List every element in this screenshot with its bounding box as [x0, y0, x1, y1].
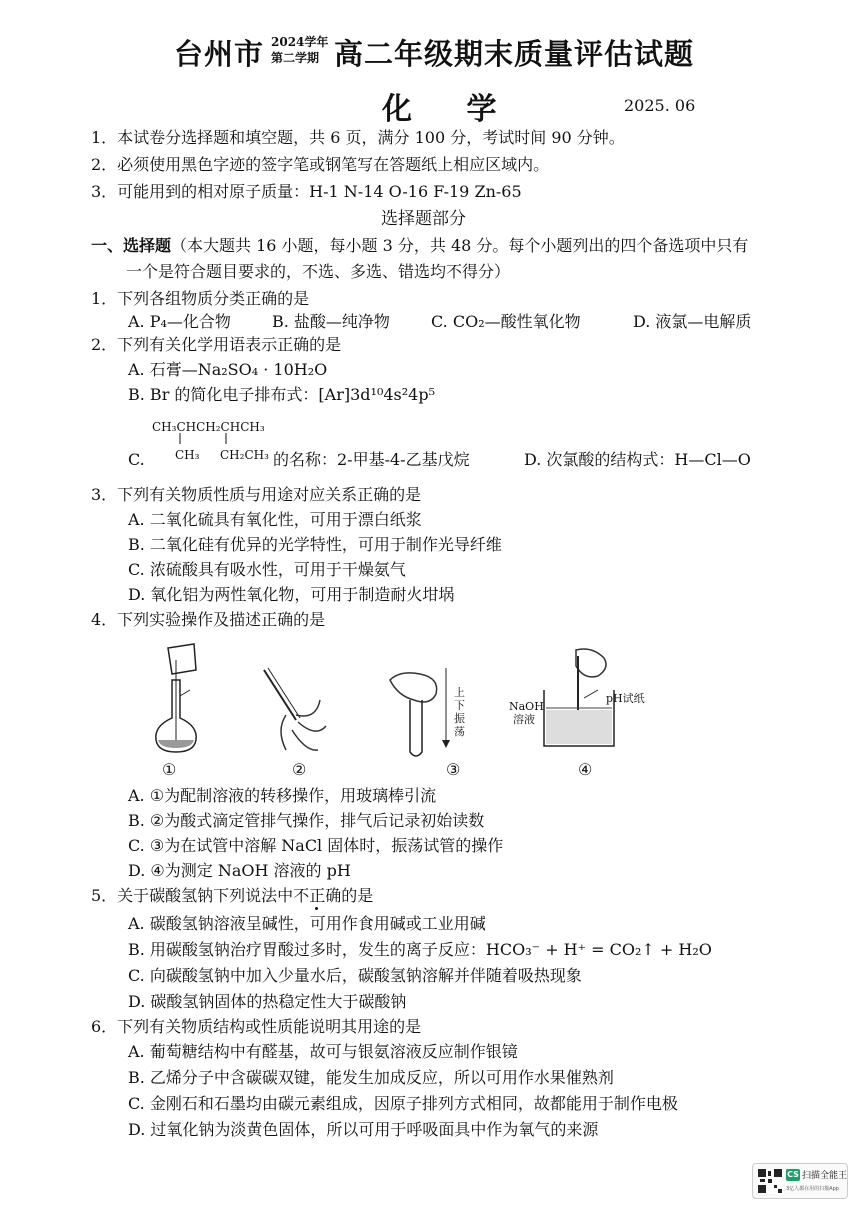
figure-label-4: ④ — [578, 760, 593, 779]
naoh-label: NaOH 溶液 — [509, 700, 544, 726]
q5-option-c: C. 向碳酸氢钠中加入少量水后，碳酸氢钠溶解并伴随着吸热现象 — [128, 966, 582, 985]
q6-option-a: A. 葡萄糖结构中有醛基，故可与银氨溶液反应制作银镜 — [128, 1042, 518, 1061]
scanner-tagline: 3亿人都在用的扫描App — [786, 1186, 839, 1192]
shake-label: 上 下 振 荡 — [454, 686, 465, 738]
exam-date: 2025. 06 — [624, 96, 696, 115]
q2-structure-bonds — [152, 432, 272, 446]
q2-option-c-label: C. — [128, 450, 145, 469]
q1-stem: 1．下列各组物质分类正确的是 — [91, 289, 310, 308]
q3-option-c: C. 浓硫酸具有吸水性，可用于干燥氨气 — [128, 560, 406, 579]
q3-option-d: D. 氧化铝为两性氧化物，可用于制造耐火坩埚 — [128, 585, 455, 604]
q2-option-d: D. 次氯酸的结构式：H—Cl—O — [524, 450, 751, 469]
q6-option-d: D. 过氧化钠为淡黄色固体，所以可用于呼吸面具中作为氧气的来源 — [128, 1120, 599, 1139]
scanner-name: 扫描全能王 — [802, 1171, 848, 1181]
subject-title: 化 学 — [382, 92, 519, 127]
q2-structure-branch-right: CH₂CH₃ — [220, 448, 269, 462]
qr-code-icon — [757, 1168, 783, 1194]
note-1: 1．本试卷分选择题和填空题，共 6 页，满分 100 分，考试时间 90 分钟。 — [91, 128, 625, 147]
figure-label-3: ③ — [446, 760, 461, 779]
part1-header — [91, 236, 748, 256]
part1-desc: （本大题共 16 小题，每小题 3 分，共 48 分。每个小题列出的四个备选项中只有 — [171, 236, 749, 255]
q1-option-d: D. 液氯—电解质 — [633, 312, 752, 331]
q1-option-a: A. P₄—化合物 — [128, 312, 231, 331]
q3-option-b: B. 二氧化硅有优异的光学特性，可用于制作光导纤维 — [128, 535, 502, 554]
q4-option-d: D. ④为测定 NaOH 溶液的 pH — [128, 861, 351, 880]
q2-option-b: B. Br 的简化电子排布式：[Ar]3d¹⁰4s²4p⁵ — [128, 385, 436, 404]
scanner-watermark — [752, 1163, 848, 1199]
note-3: 3．可能用到的相对原子质量：H-1 N-14 O-16 F-19 Zn-65 — [91, 182, 522, 201]
burette-figure — [256, 660, 336, 760]
q1-option-c: C. CO₂—酸性氧化物 — [431, 312, 581, 331]
q3-option-a: A. 二氧化硫具有氧化性，可用于漂白纸浆 — [128, 510, 422, 529]
q3-stem: 3．下列有关物质性质与用途对应关系正确的是 — [91, 485, 422, 504]
q4-option-a: A. ①为配制溶液的转移操作，用玻璃棒引流 — [128, 786, 437, 805]
q5-option-d: D. 碳酸氢钠固体的热稳定性大于碳酸钠 — [128, 992, 407, 1011]
q2-stem: 2．下列有关化学用语表示正确的是 — [91, 335, 342, 354]
camscanner-badge: CS — [787, 1170, 799, 1179]
section-title: 选择题部分 — [381, 209, 466, 229]
figure-label-1: ① — [162, 760, 177, 779]
q6-stem: 6．下列有关物质结构或性质能说明其用途的是 — [91, 1017, 422, 1036]
shaking-tube-figure — [380, 660, 460, 760]
q2-structure-branch-left: CH₃ — [175, 448, 200, 462]
q2-option-c-text: 的名称：2-甲基-4-乙基戊烷 — [273, 450, 470, 469]
q2-option-a: A. 石膏—Na₂SO₄ · 10H₂O — [128, 360, 328, 379]
page-title: 高二年级期末质量评估试题 — [334, 37, 695, 71]
q5-emphasis: 不正确 — [293, 886, 342, 905]
figure-label-2: ② — [292, 760, 307, 779]
title-semester: 第二学期 — [271, 51, 320, 65]
q6-option-c: C. 金刚石和石墨均由碳元素组成，因原子排列方式相同，故都能用于制作电极 — [128, 1094, 678, 1113]
q4-option-b: B. ②为酸式滴定管排气操作，排气后记录初始读数 — [128, 811, 485, 830]
q1-option-b: B. 盐酸—纯净物 — [272, 312, 390, 331]
q4-option-c: C. ③为在试管中溶解 NaCl 固体时，振荡试管的操作 — [128, 836, 504, 855]
flask-transfer-figure — [146, 640, 216, 760]
part1-desc-cont: 一个是符合题目要求的，不选、多选、错选均不得分） — [126, 262, 511, 281]
q2-structure-main: CH₃CHCH₂CHCH₃ — [152, 420, 265, 434]
title-city: 台州市 — [174, 37, 265, 71]
q6-option-b: B. 乙烯分子中含碳碳双键，能发生加成反应，所以可用作水果催熟剂 — [128, 1068, 614, 1087]
q5-option-a: A. 碳酸氢钠溶液呈碱性，可用作食用碱或工业用碱 — [128, 914, 486, 933]
q5-stem: 5．关于碳酸氢钠下列说法中不正确的是 — [91, 886, 374, 905]
title-year: 2024学年 — [271, 35, 329, 49]
part1-label: 一、选择题 — [91, 236, 172, 255]
q5-option-b: B. 用碳酸氢钠治疗胃酸过多时，发生的离子反应：HCO₃⁻ + H⁺ = CO₂↑ + H₂O — [128, 940, 712, 959]
note-2: 2．必须使用黑色字迹的签字笔或钢笔写在答题纸上相应区域内。 — [91, 155, 550, 174]
q4-stem: 4．下列实验操作及描述正确的是 — [91, 610, 326, 629]
ph-paper-label: pH试纸 — [606, 692, 645, 705]
